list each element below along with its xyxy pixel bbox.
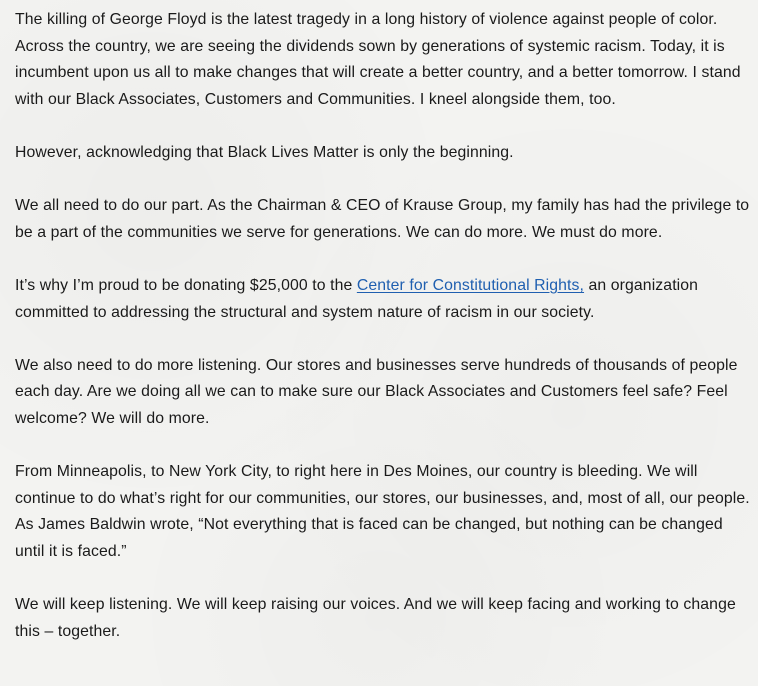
statement-letter bbox=[15, 7, 751, 645]
paragraph-4-text-before-link: It’s why I’m proud to be donating $25,000 to the bbox=[15, 276, 357, 294]
center-for-constitutional-rights-link[interactable]: Center for Constitutional Rights, bbox=[356, 276, 585, 294]
paragraph-1: The killing of George Floyd is the latest tragedy in a long history of violence against people of color. Across the country, we are seeing the dividends sown by generations of systemic racism. Today, it is incumbent upon us all to make changes that will create a better country, and a better tomorrow. I stand with our Black Associates, Customers and Communities. I kneel alongside them, too. bbox=[15, 11, 741, 108]
paragraph-6: From Minneapolis, to New York City, to right here in Des Moines, our country is bleeding. We will continue to do what’s right for our communities, our stores, our businesses, and, most of all, our people. As James Baldwin wrote, “Not everything that is faced can be changed, but nothing can be changed until it is faced.” bbox=[15, 463, 750, 560]
paragraph-4 bbox=[15, 273, 751, 326]
paragraph-4-text-after-link: an organization committed to addressing the structural and system nature of racism in our society. bbox=[15, 276, 699, 321]
paragraph-3: We all need to do our part. As the Chairman & CEO of Krause Group, my family has had the privilege to be a part of the communities we serve for generations. We can do more. We must do more. bbox=[15, 197, 750, 241]
paragraph-7: We will keep listening. We will keep raising our voices. And we will keep facing and working to change this – together. bbox=[15, 596, 736, 640]
paragraph-5: We also need to do more listening. Our stores and businesses serve hundreds of thousands of people each day. Are we doing all we can to make sure our Black Associates and Customers feel safe? Feel welcome? We will do more. bbox=[15, 356, 738, 427]
paragraph-2: However, acknowledging that Black Lives Matter is only the beginning. bbox=[15, 143, 514, 161]
